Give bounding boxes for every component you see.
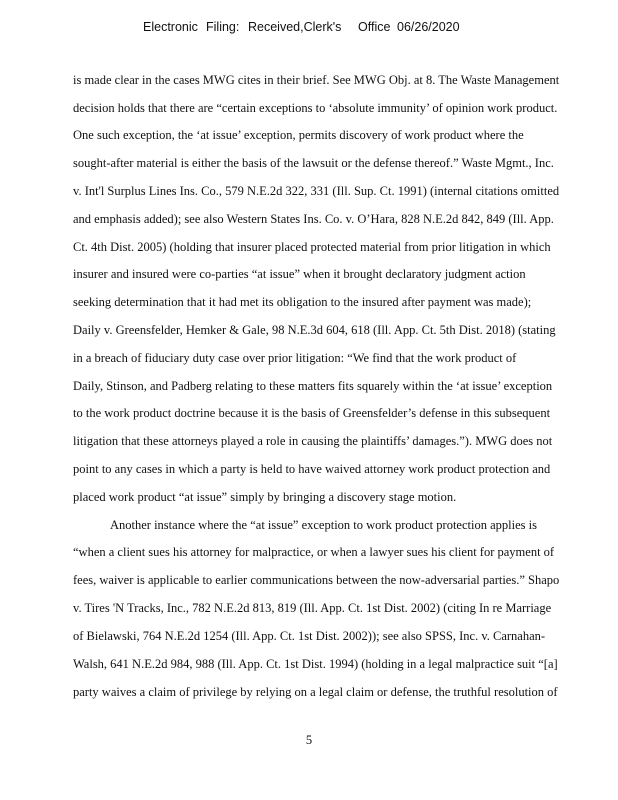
- body-line: Ct. 4th Dist. 2005) (holding that insurer placed protected material from prior litigation in which: [73, 240, 551, 254]
- body-line: Walsh, 641 N.E.2d 984, 988 (Ill. App. Ct. 1st Dist. 1994) (holding in a legal malpractice suit “[a]: [73, 657, 558, 671]
- body-line: v. Int'l Surplus Lines Ins. Co., 579 N.E.2d 322, 331 (Ill. Sup. Ct. 1991) (internal citations omitted: [73, 184, 560, 198]
- header-received: Received,Clerk's: [248, 20, 342, 34]
- body-line: Daily v. Greensfelder, Hemker & Gale, 98 N.E.3d 604, 618 (Ill. App. Ct. 5th Dist. 2018) (stating: [73, 323, 556, 337]
- body-line: Daily, Stinson, and Padberg relating to these matters fits squarely within the ‘at issue’ exception: [73, 379, 553, 393]
- body-line: seeking determination that it had met its obligation to the insured after payment was made);: [73, 295, 532, 309]
- body-line: Another instance where the “at issue” exception to work product protection applies is: [110, 518, 537, 532]
- body-line: litigation that these attorneys played a role in causing the plaintiffs’ damages.”). MWG does not: [73, 434, 553, 448]
- page-number: 5: [305, 733, 313, 747]
- body-line: in a breach of fiduciary duty case over prior litigation: “We find that the work product of: [73, 351, 517, 365]
- header-date: 06/26/2020: [397, 20, 460, 34]
- header-electronic: Electronic: [143, 20, 198, 34]
- body-line: sought-after material is either the basis of the lawsuit or the defense thereof.” Waste Mgmt., Inc.: [73, 156, 554, 170]
- body-line: decision holds that there are “certain exceptions to ‘absolute immunity’ of opinion work product.: [73, 101, 558, 115]
- body-line: fees, waiver is applicable to earlier communications between the now-adversarial parties.” Shapo: [73, 573, 560, 587]
- header-filing: Filing:: [206, 20, 240, 34]
- body-line: “when a client sues his attorney for malpractice, or when a lawyer sues his client for payment of: [73, 545, 555, 559]
- body-line: party waives a claim of privilege by relying on a legal claim or defense, the truthful resolution of: [73, 685, 558, 699]
- header-office: Office: [358, 20, 391, 34]
- body-line: to the work product doctrine because it is the basis of Greensfelder’s defense in this subsequent: [73, 406, 551, 420]
- body-line: of Bielawski, 764 N.E.2d 1254 (Ill. App. Ct. 1st Dist. 2002)); see also SPSS, Inc. v. Carnahan-: [73, 629, 546, 643]
- body-line: and emphasis added); see also Western States Ins. Co. v. O’Hara, 828 N.E.2d 842, 849 (Ill. App.: [73, 212, 554, 226]
- body-line: is made clear in the cases MWG cites in their brief. See MWG Obj. at 8. The Waste Management: [73, 73, 560, 87]
- body-line: One such exception, the ‘at issue’ exception, permits discovery of work product where the: [73, 128, 524, 142]
- body-line: placed work product “at issue” simply by bringing a discovery stage motion.: [73, 490, 457, 504]
- body-line: point to any cases in which a party is held to have waived attorney work product protection and: [73, 462, 551, 476]
- body-line: v. Tires 'N Tracks, Inc., 782 N.E.2d 813, 819 (Ill. App. Ct. 1st Dist. 2002) (citing In re Marriage: [73, 601, 552, 615]
- body-line: insurer and insured were co-parties “at issue” when it brought declaratory judgment action: [73, 267, 526, 281]
